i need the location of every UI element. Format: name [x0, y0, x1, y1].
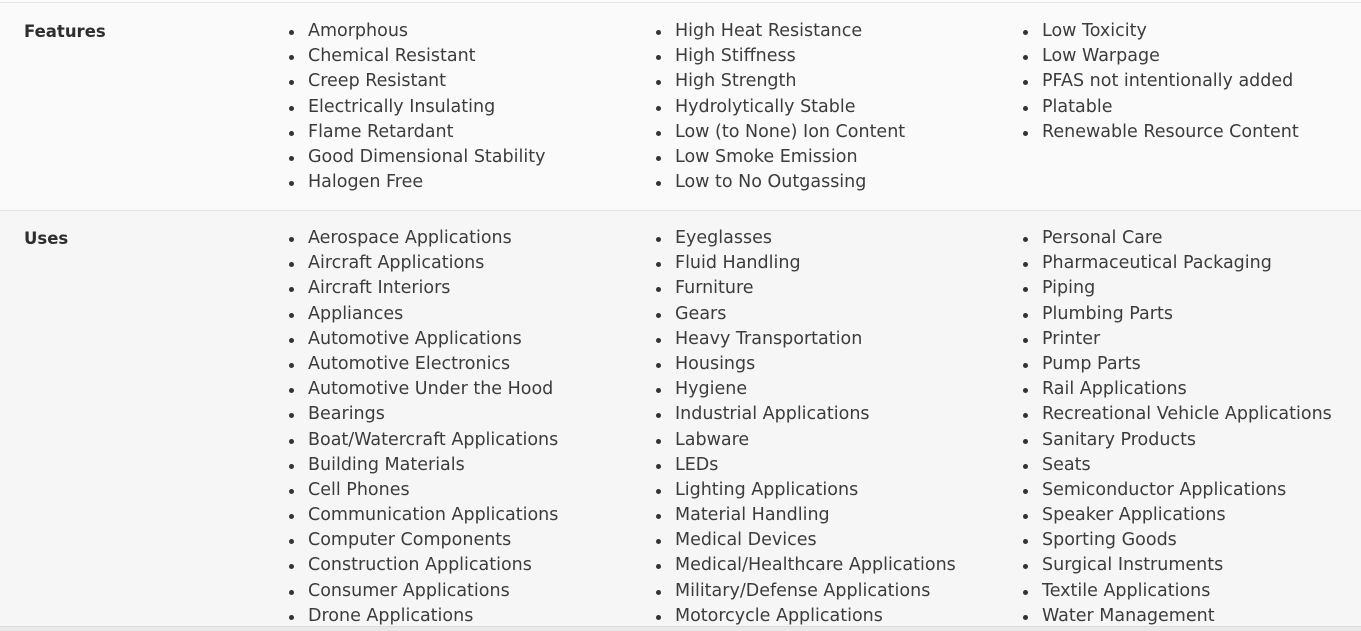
list-item: Communication Applications — [288, 503, 558, 528]
horizontal-scrollbar[interactable] — [0, 626, 1361, 631]
list-item: High Strength — [655, 69, 905, 94]
list-item: Building Materials — [288, 453, 558, 478]
list-item: Lighting Applications — [655, 478, 956, 503]
list-item: Halogen Free — [288, 170, 545, 195]
list-item: Drone Applications — [288, 604, 558, 629]
list-item: Motorcycle Applications — [655, 604, 956, 629]
list-item: Automotive Applications — [288, 327, 558, 352]
uses-label: Uses — [24, 229, 69, 248]
uses-list-col-3 — [1022, 226, 1332, 629]
list-item: Personal Care — [1022, 226, 1332, 251]
uses-list-col-2 — [655, 226, 956, 629]
list-item: LEDs — [655, 453, 956, 478]
list-item: Plumbing Parts — [1022, 302, 1332, 327]
list-item: PFAS not intentionally added — [1022, 69, 1299, 94]
features-list-col-3 — [1022, 19, 1299, 145]
list-item: Heavy Transportation — [655, 327, 956, 352]
list-item: Recreational Vehicle Applications — [1022, 402, 1332, 427]
list-item: Hydrolytically Stable — [655, 95, 905, 120]
list-item: Automotive Under the Hood — [288, 377, 558, 402]
list-item: Semiconductor Applications — [1022, 478, 1332, 503]
list-item: Surgical Instruments — [1022, 553, 1332, 578]
list-item: Sporting Goods — [1022, 528, 1332, 553]
list-item: Aircraft Interiors — [288, 276, 558, 301]
uses-list-col-1 — [288, 226, 558, 629]
uses-row — [0, 211, 1361, 631]
list-item: Automotive Electronics — [288, 352, 558, 377]
features-row — [0, 4, 1361, 211]
list-item: Low Warpage — [1022, 44, 1299, 69]
list-item: Medical Devices — [655, 528, 956, 553]
list-item: Boat/Watercraft Applications — [288, 428, 558, 453]
list-item: Chemical Resistant — [288, 44, 545, 69]
list-item: Aerospace Applications — [288, 226, 558, 251]
list-item: Fluid Handling — [655, 251, 956, 276]
list-item: Good Dimensional Stability — [288, 145, 545, 170]
list-item: Housings — [655, 352, 956, 377]
list-item: Military/Defense Applications — [655, 579, 956, 604]
list-item: Water Management — [1022, 604, 1332, 629]
list-item: Construction Applications — [288, 553, 558, 578]
list-item: Pharmaceutical Packaging — [1022, 251, 1332, 276]
list-item: Industrial Applications — [655, 402, 956, 427]
list-item: High Heat Resistance — [655, 19, 905, 44]
list-item: Textile Applications — [1022, 579, 1332, 604]
list-item: Low (to None) Ion Content — [655, 120, 905, 145]
list-item: Electrically Insulating — [288, 95, 545, 120]
features-list-col-2 — [655, 19, 905, 195]
list-item: Printer — [1022, 327, 1332, 352]
list-item: Renewable Resource Content — [1022, 120, 1299, 145]
list-item: Hygiene — [655, 377, 956, 402]
list-item: Furniture — [655, 276, 956, 301]
table-top-border — [0, 2, 1361, 3]
list-item: Seats — [1022, 453, 1332, 478]
features-list-col-1 — [288, 19, 545, 195]
list-item: Platable — [1022, 95, 1299, 120]
list-item: Creep Resistant — [288, 69, 545, 94]
list-item: Gears — [655, 302, 956, 327]
list-item: Medical/Healthcare Applications — [655, 553, 956, 578]
list-item: Cell Phones — [288, 478, 558, 503]
list-item: Piping — [1022, 276, 1332, 301]
list-item: Consumer Applications — [288, 579, 558, 604]
list-item: Low Toxicity — [1022, 19, 1299, 44]
list-item: Flame Retardant — [288, 120, 545, 145]
list-item: Rail Applications — [1022, 377, 1332, 402]
list-item: Speaker Applications — [1022, 503, 1332, 528]
list-item: Pump Parts — [1022, 352, 1332, 377]
list-item: Computer Components — [288, 528, 558, 553]
list-item: Aircraft Applications — [288, 251, 558, 276]
list-item: Material Handling — [655, 503, 956, 528]
list-item: Low to No Outgassing — [655, 170, 905, 195]
list-item: Appliances — [288, 302, 558, 327]
list-item: Eyeglasses — [655, 226, 956, 251]
list-item: Labware — [655, 428, 956, 453]
list-item: Sanitary Products — [1022, 428, 1332, 453]
list-item: High Stiffness — [655, 44, 905, 69]
list-item: Bearings — [288, 402, 558, 427]
list-item: Low Smoke Emission — [655, 145, 905, 170]
list-item: Amorphous — [288, 19, 545, 44]
features-label: Features — [24, 22, 106, 41]
